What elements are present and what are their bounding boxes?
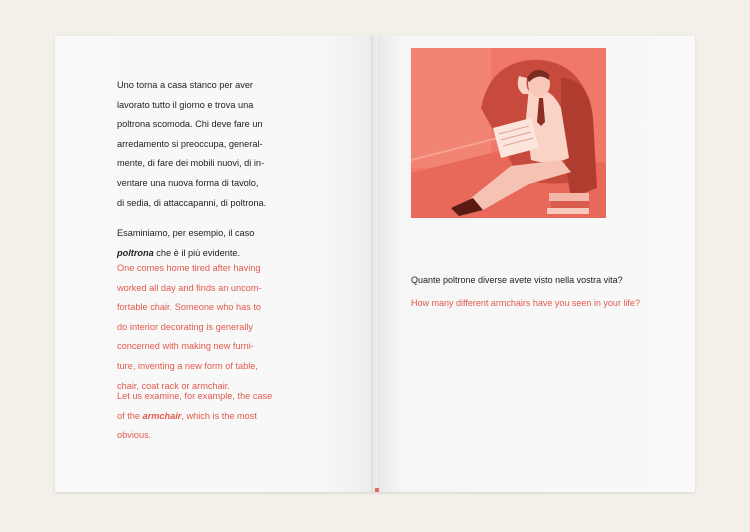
text-line: concerned with making new furni- [117, 341, 254, 352]
italian-paragraph-1 [117, 76, 267, 213]
text-fragment: , which is the most [181, 410, 257, 421]
text-line: lavorato tutto il giorno e trova una [117, 99, 254, 110]
armchair-photo-illustration [411, 48, 606, 218]
text-line: arredamento si preoccupa, general- [117, 138, 263, 149]
text-line: Let us examine, for example, the case [117, 391, 273, 401]
text-line: Esaminiamo, per esempio, il caso [117, 228, 255, 238]
text-line: Uno torna a casa stanco per aver [117, 80, 253, 90]
english-paragraph-1 [117, 259, 262, 396]
text-line: mente, di fare dei mobili nuovi, di in- [117, 158, 265, 169]
emphasis-armchair: armchair [142, 410, 182, 421]
caption-italian: Quante poltrone diverse avete visto nella vostra vita? [411, 275, 623, 285]
text-line: poltrona scomoda. Chi deve fare un [117, 119, 263, 130]
text-line: do interior decorating is generally [117, 321, 253, 332]
text-line: worked all day and finds an uncom- [117, 282, 262, 293]
italian-paragraph-2 [117, 224, 253, 263]
text-line: chair, coat rack or armchair. [117, 380, 230, 391]
text-line: di sedia, di attaccapanni, di poltrona. [117, 197, 267, 208]
text-line: ture, inventing a new form of table, [117, 360, 258, 371]
english-paragraph-2 [117, 387, 273, 446]
armchair-photo [411, 48, 606, 218]
caption-english: How many different armchairs have you seen in your life? [411, 298, 640, 308]
text-line: fortable chair. Someone who has to [117, 302, 262, 313]
gutter-edge-mark [375, 488, 379, 492]
book-gutter [371, 36, 377, 492]
text-line: ventare una nuova forma di tavolo, [117, 177, 259, 188]
text-line [117, 407, 257, 427]
text-line: One comes home tired after having [117, 263, 261, 273]
emphasis-poltrona: poltrona [117, 247, 154, 258]
text-fragment: che è il più evidente. [153, 247, 241, 258]
text-line: obvious. [117, 430, 152, 441]
text-fragment: of the [117, 410, 143, 421]
